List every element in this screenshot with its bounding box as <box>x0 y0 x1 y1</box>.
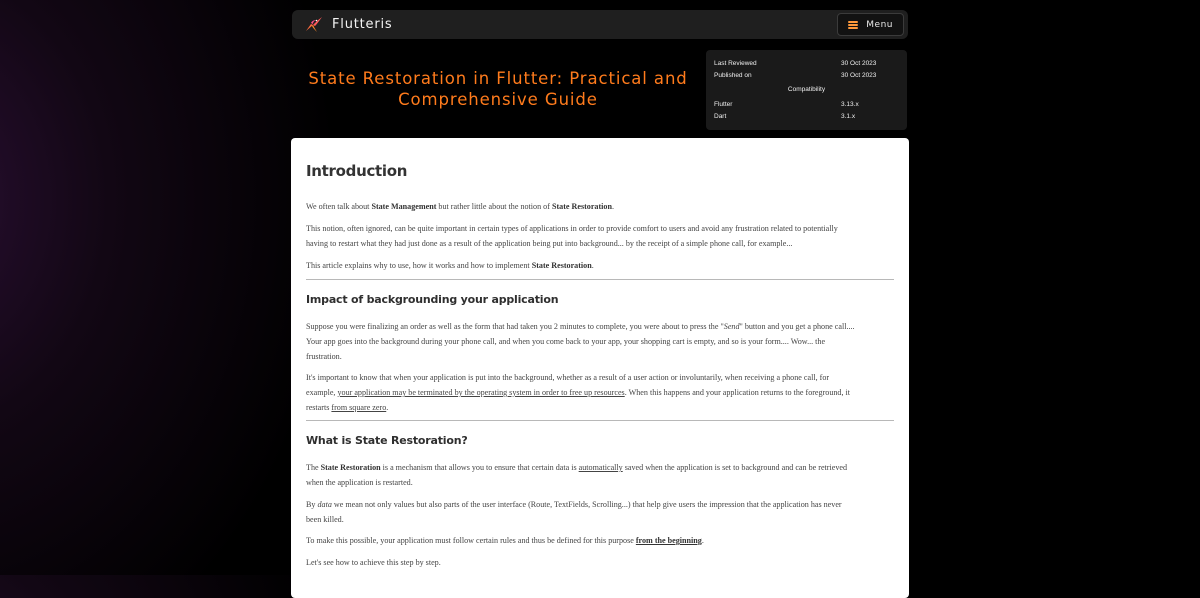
section-heading-impact: Impact of backgrounding your application <box>306 293 559 306</box>
text: To make this possible, your application must follow certain rules and thus be defined for this purpose <box>306 536 636 545</box>
meta-dart-version <box>714 111 899 123</box>
text: having to restart what they had just done as a result of the application being put into background... by the receipt of a simple phone call, for example... <box>306 239 793 248</box>
section-heading-introduction: Introduction <box>306 162 408 180</box>
what-paragraph-2 <box>306 497 894 527</box>
intro-paragraph-2 <box>306 221 894 251</box>
intro-paragraph-3 <box>306 258 894 273</box>
brand-name: Flutteris <box>332 17 393 32</box>
text: . <box>611 202 614 211</box>
intro-paragraph-1 <box>306 199 894 214</box>
menu-button-label: Menu <box>866 19 893 30</box>
meta-last-reviewed <box>714 58 899 70</box>
text: we mean not only values but also parts of the user interface (Route, TextFields, Scrolling...) that help give users the impression that the application has never <box>331 500 842 509</box>
page-title-line-2: Comprehensive Guide <box>398 90 598 109</box>
text: restarts <box>306 403 332 412</box>
text: The <box>306 463 321 472</box>
text: . <box>701 536 704 545</box>
meta-compatibility-heading: Compatibility <box>787 86 826 93</box>
text: This article explains why to use, how it works and how to implement <box>306 261 532 270</box>
text: . <box>591 261 594 270</box>
article-meta-box <box>706 50 907 130</box>
text: when the application is restarted. <box>306 478 413 487</box>
hummingbird-logo-icon <box>304 15 324 35</box>
meta-flutter-value: 3.13.x <box>841 101 859 108</box>
emphasis-text: Send <box>723 322 740 331</box>
meta-dart-value: 3.1.x <box>841 112 856 120</box>
meta-dart-label: Dart <box>714 112 727 120</box>
text: Suppose you were finalizing an order as well as the form that had taken you 2 minutes to complete, you were about to press the " <box>306 322 724 331</box>
automatically-link[interactable]: automatically <box>578 463 623 472</box>
top-navbar <box>292 10 908 39</box>
meta-last-reviewed-label: Last Reviewed <box>714 60 757 67</box>
brand-link[interactable] <box>304 15 392 35</box>
text: . <box>386 403 389 412</box>
meta-flutter-version <box>714 99 899 111</box>
text: frustration. <box>306 352 342 361</box>
what-paragraph-3 <box>306 533 894 548</box>
bold-text: State Restoration <box>551 202 612 211</box>
text: been killed. <box>306 515 344 524</box>
meta-published-on <box>714 70 899 82</box>
hamburger-menu-icon <box>848 21 858 29</box>
text: Your app goes into the background during your phone call, and when you come back to your app, your shopping cart is empty, and so is your form.... Wow... the <box>306 337 826 346</box>
text: saved when the application is set to background and can be retrieved <box>622 463 848 472</box>
what-paragraph-4: Let's see how to achieve this step by step. <box>306 558 441 567</box>
square-zero-link[interactable]: from square zero <box>331 403 387 412</box>
text: It's important to know that when your application is put into the background, whether as a result of a user action or involuntarily, when receiving a phone call, for <box>306 373 830 382</box>
page-title-line-1: State Restoration in Flutter: Practical and <box>308 69 688 88</box>
from-the-beginning-link[interactable]: from the beginning <box>635 536 702 545</box>
text: This notion, often ignored, can be quite important in certain types of applications in order to provide comfort to users and avoid any frustration related to potentially <box>306 224 838 233</box>
meta-last-reviewed-value: 30 Oct 2023 <box>841 60 877 67</box>
what-paragraph-1 <box>306 460 894 490</box>
page-title <box>292 68 704 110</box>
impact-paragraph-2 <box>306 370 894 415</box>
terminated-by-os-link[interactable]: your application may be terminated by the operating system in order to free up resources <box>337 388 625 397</box>
text: " button and you get a phone call.... <box>739 322 855 331</box>
text: example, <box>306 388 338 397</box>
meta-published-label: Published on <box>714 71 752 79</box>
emphasis-text: data <box>317 500 332 509</box>
meta-published-value: 30 Oct 2023 <box>841 71 877 79</box>
text: is a mechanism that allows you to ensure that certain data is <box>380 463 579 472</box>
menu-button[interactable] <box>837 13 904 36</box>
bold-text: State Restoration <box>531 261 592 270</box>
text: By <box>306 500 318 509</box>
section-divider <box>306 279 894 280</box>
meta-flutter-label: Flutter <box>714 101 733 108</box>
text: We often talk about <box>306 202 372 211</box>
impact-paragraph-1 <box>306 319 894 364</box>
text: but rather little about the notion of <box>436 202 552 211</box>
section-heading-what-is: What is State Restoration? <box>306 434 468 447</box>
bold-text: State Management <box>371 202 437 211</box>
bold-text: State Restoration <box>320 463 381 472</box>
section-divider <box>306 420 894 421</box>
article-content <box>291 138 909 598</box>
text: . When this happens and your application returns to the foreground, it <box>624 388 851 397</box>
